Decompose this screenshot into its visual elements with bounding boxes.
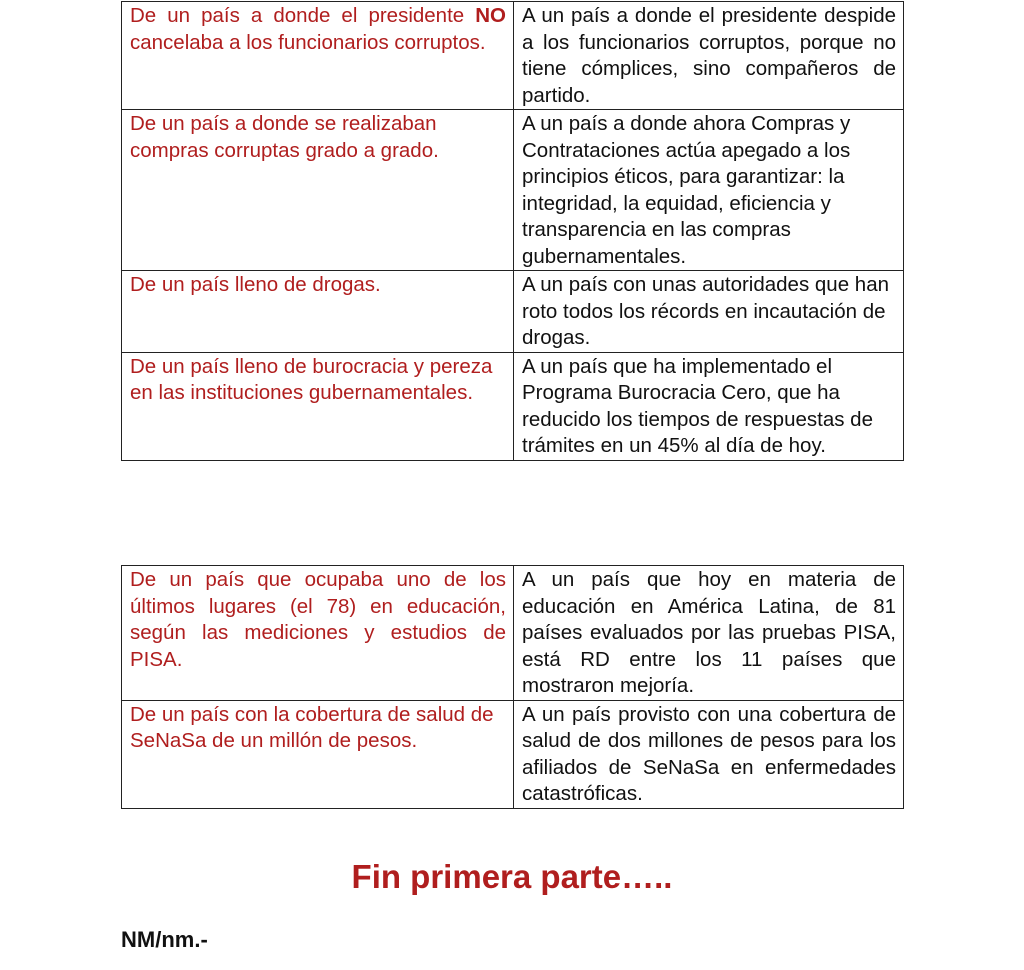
table-row: [122, 110, 904, 271]
before-cell: De un país con la cobertura de salud de SeNaSa de un millón de pesos.: [122, 700, 514, 808]
before-text: De un país a donde el presidente: [130, 4, 476, 27]
before-cell: De un país que ocupaba uno de los últimos lugares (el 78) en educación, según las mediciones y estudios de PISA.: [122, 566, 514, 701]
table-row: [122, 2, 904, 110]
before-cell: De un país a donde se realizaban compras corruptas grado a grado.: [122, 110, 514, 271]
table-row: [122, 352, 904, 460]
closing-heading: Fin primera parte…..: [351, 858, 673, 895]
author-initials: NM/nm.-: [121, 927, 208, 952]
after-cell: A un país a donde ahora Compras y Contrataciones actúa apegado a los principios éticos, para garantizar: la integridad, la equidad, eficiencia y transparencia en las compras gubernamentales.: [514, 110, 904, 271]
after-cell: A un país a donde el presidente despide a los funcionarios corruptos, porque no tiene cómplices, sino compañeros de partido.: [514, 2, 904, 110]
comparison-table-2: [121, 565, 904, 809]
before-cell: De un país lleno de burocracia y pereza en las instituciones gubernamentales.: [122, 352, 514, 460]
before-cell: [122, 2, 514, 110]
before-cell: De un país lleno de drogas.: [122, 271, 514, 353]
table-row: [122, 700, 904, 808]
table-row: [122, 271, 904, 353]
after-cell: A un país con unas autoridades que han roto todos los récords en incautación de drogas.: [514, 271, 904, 353]
emphasis-text: NO: [475, 4, 506, 27]
after-cell: A un país provisto con una cobertura de salud de dos millones de pesos para los afiliados de SeNaSa en enfermedades catastróficas.: [514, 700, 904, 808]
comparison-table-1: [121, 1, 904, 461]
after-cell: A un país que hoy en materia de educación en América Latina, de 81 países evaluados por las pruebas PISA, está RD entre los 11 países que mostraron mejoría.: [514, 566, 904, 701]
table-row: [122, 566, 904, 701]
before-text: cancelaba a los funcionarios corruptos.: [130, 30, 486, 54]
after-cell: A un país que ha implementado el Programa Burocracia Cero, que ha reducido los tiempos de respuestas de trámites en un 45% al día de hoy.: [514, 352, 904, 460]
